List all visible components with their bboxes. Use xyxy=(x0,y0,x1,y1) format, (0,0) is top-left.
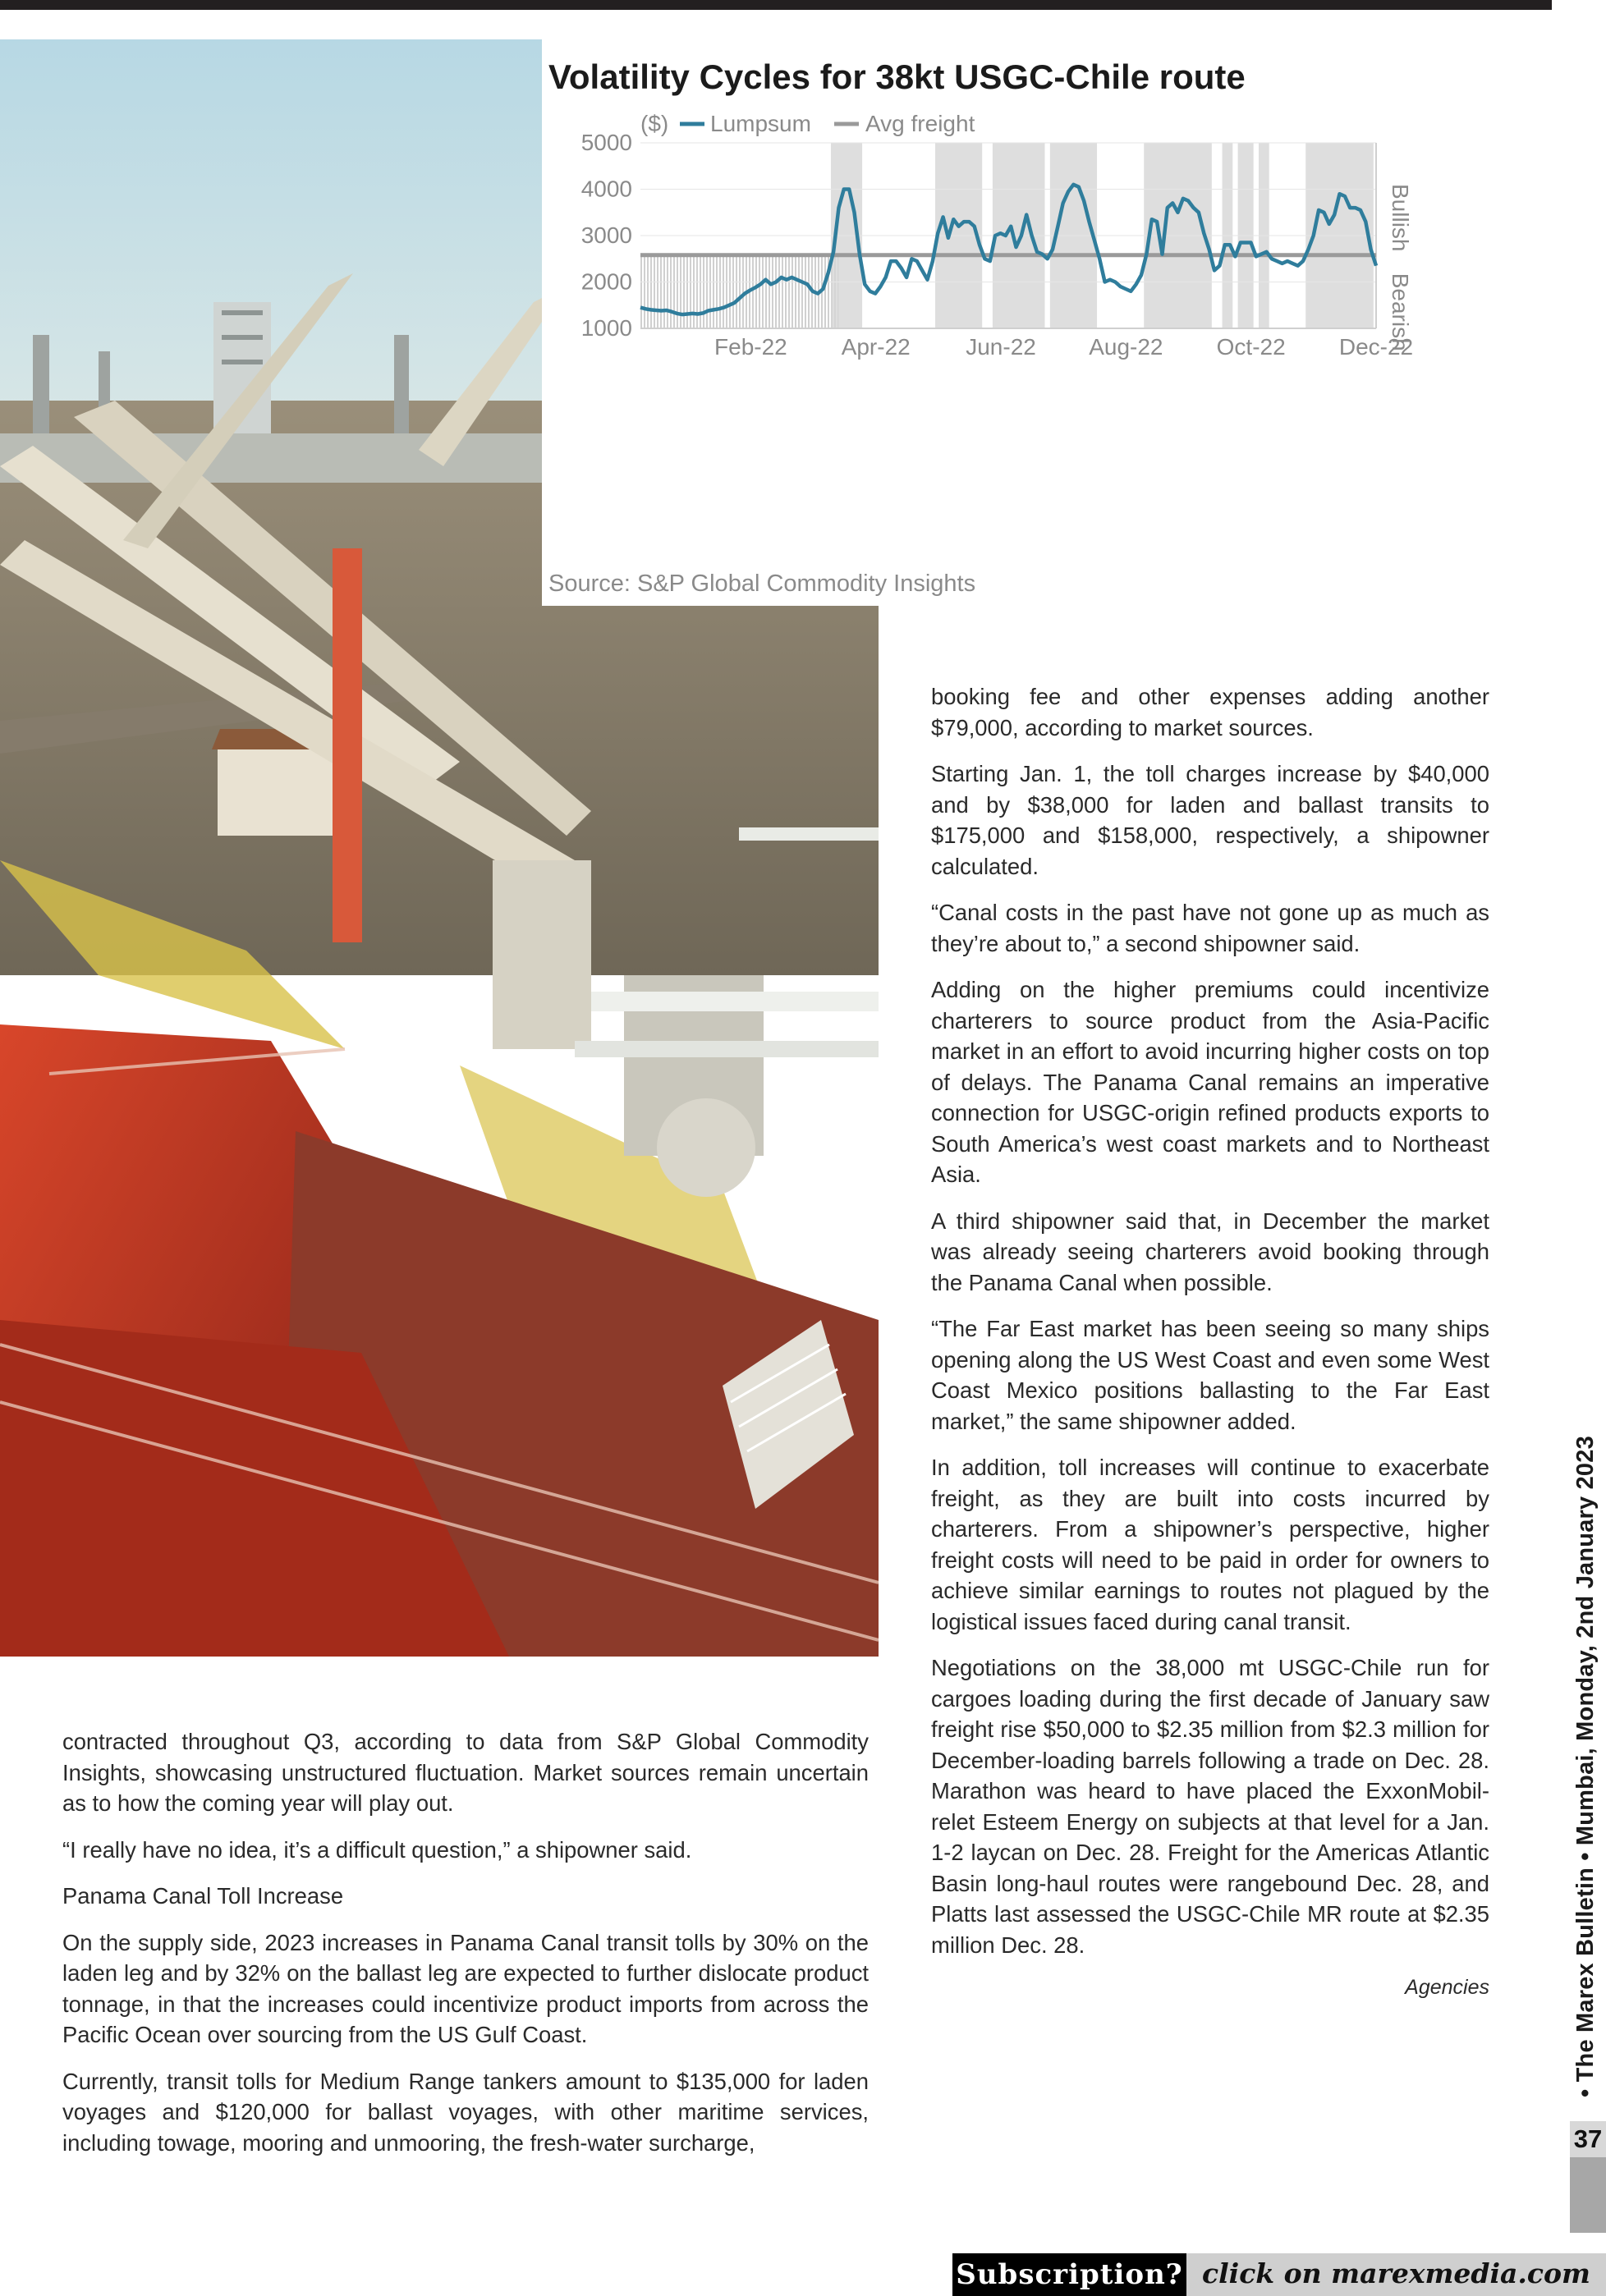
volatility-chart xyxy=(542,39,1527,606)
paragraph: A third shipowner said that, in December the market was already seeing charterers avoid booking through the Panama Canal when possible. xyxy=(931,1208,1489,1295)
y-tick-label: 4000 xyxy=(580,176,632,202)
page-number: 37 xyxy=(1570,2121,1606,2157)
paragraph: In addition, toll increases will continue to exacerbate freight, as they are built into costs incurred by charterers. From a shipowner’s perspective, higher freight costs will need to be paid in order for owners to achieve similar earnings to routes not plagued by the logistical issues faced during canal transit. xyxy=(931,1455,1489,1634)
paragraph: “I really have no idea, it’s a difficult question,” a shipowner said. xyxy=(62,1836,692,1863)
paragraph: booking fee and other expenses adding another $79,000, according to market sources. xyxy=(931,684,1489,740)
x-tick-label: Dec-22 xyxy=(1338,334,1414,360)
x-tick-label: Oct-22 xyxy=(1216,334,1286,360)
article-right-column xyxy=(931,681,1489,2004)
paragraph: Negotiations on the 38,000 mt USGC-Chile run for cargoes loading during the first decade of January saw freight rise $50,000 to $2.35 million from $2.3 million for December-loading barrels following a trade on Dec. 28. Marathon was heard to have placed the ExxonMobil-relet Esteem Energy on subjects at that level for a Jan. 1-2 laycan on Dec. 28. Freight for the Americas Atlantic Basin long-haul routes were rangebound Dec. 28, and Platts last assessed the USGC-Chile MR route at $2.35 million Dec. 28. xyxy=(931,1655,1489,1958)
x-tick-label: Apr-22 xyxy=(841,334,911,360)
legend-label-lumpsum: Lumpsum xyxy=(710,111,811,136)
x-tick-label: Jun-22 xyxy=(966,334,1036,360)
legend-label-avg-freight: Avg freight xyxy=(865,111,975,136)
running-header: • The Marex Bulletin • Mumbai, Monday, 2nd January 2023 xyxy=(1572,1436,1599,2097)
section-heading: Panama Canal Toll Increase xyxy=(62,1883,344,1909)
paragraph: contracted throughout Q3, according to data from S&P Global Commodity Insights, showcasing unstructured fluctuation. Market sources remain uncertain as to how the coming year will play out. xyxy=(62,1729,869,1816)
bearish-hatch-area xyxy=(640,255,838,328)
bearish-label: Bearish xyxy=(1388,273,1413,351)
legend-unit: ($) xyxy=(640,111,669,136)
x-tick-label: Feb-22 xyxy=(714,334,787,360)
article-left-column xyxy=(62,1726,869,2174)
paragraph: On the supply side, 2023 increases in Panama Canal transit tolls by 30% on the laden leg and by 32% on the ballast leg are expected to further dislocate product tonnage, in that the increases could incentivize product imports from across the Pacific Ocean over sourcing from the US Gulf Coast. xyxy=(62,1929,869,2047)
paragraph: “Canal costs in the past have not gone up as much as they’re about to,” a second shipowner said. xyxy=(931,900,1489,956)
paragraph: Starting Jan. 1, the toll charges increase by $40,000 and by $38,000 for laden and ballast transits to $175,000 and $158,000, respectively, a shipowner calculated. xyxy=(931,761,1489,879)
page-number-tab xyxy=(1570,2121,1606,2233)
x-tick-label: Aug-22 xyxy=(1089,334,1163,360)
subscription-label[interactable]: Subscription? xyxy=(952,2253,1186,2296)
chart-source: Source: S&P Global Commodity Insights xyxy=(548,571,976,597)
chart-title: Volatility Cycles for 38kt USGC-Chile route xyxy=(548,57,1246,96)
bullish-label: Bullish xyxy=(1388,184,1413,252)
top-rule xyxy=(0,0,1552,10)
subscription-link[interactable]: click on marexmedia.com xyxy=(1186,2253,1606,2296)
paragraph: Adding on the higher premiums could incentivize charterers to source product from the Asia-Pacific market in an effort to avoid incurring higher costs on top of delays. The Panama Canal remains an imperative connection for USGC-origin refined products exports to South America’s west coast markets and to Northeast Asia. xyxy=(931,977,1489,1187)
paragraph: “The Far East market has been seeing so many ships opening along the US West Coast and even some West Coast Mexico positions ballasting to the Far East market,” the same shipowner added. xyxy=(931,1316,1489,1434)
y-tick-label: 3000 xyxy=(580,222,632,248)
y-tick-label: 2000 xyxy=(580,268,632,295)
paragraph: Currently, transit tolls for Medium Range tankers amount to $135,000 for laden voyages and $120,000 for ballast voyages, with other maritime services, including towage, mooring and unmooring, the fresh-water surcharge, xyxy=(62,2068,869,2156)
y-tick-label: 1000 xyxy=(580,315,632,341)
chart-legend xyxy=(640,111,975,136)
article-credit: Agencies xyxy=(1405,1976,1489,1999)
y-tick-label: 5000 xyxy=(580,130,632,155)
